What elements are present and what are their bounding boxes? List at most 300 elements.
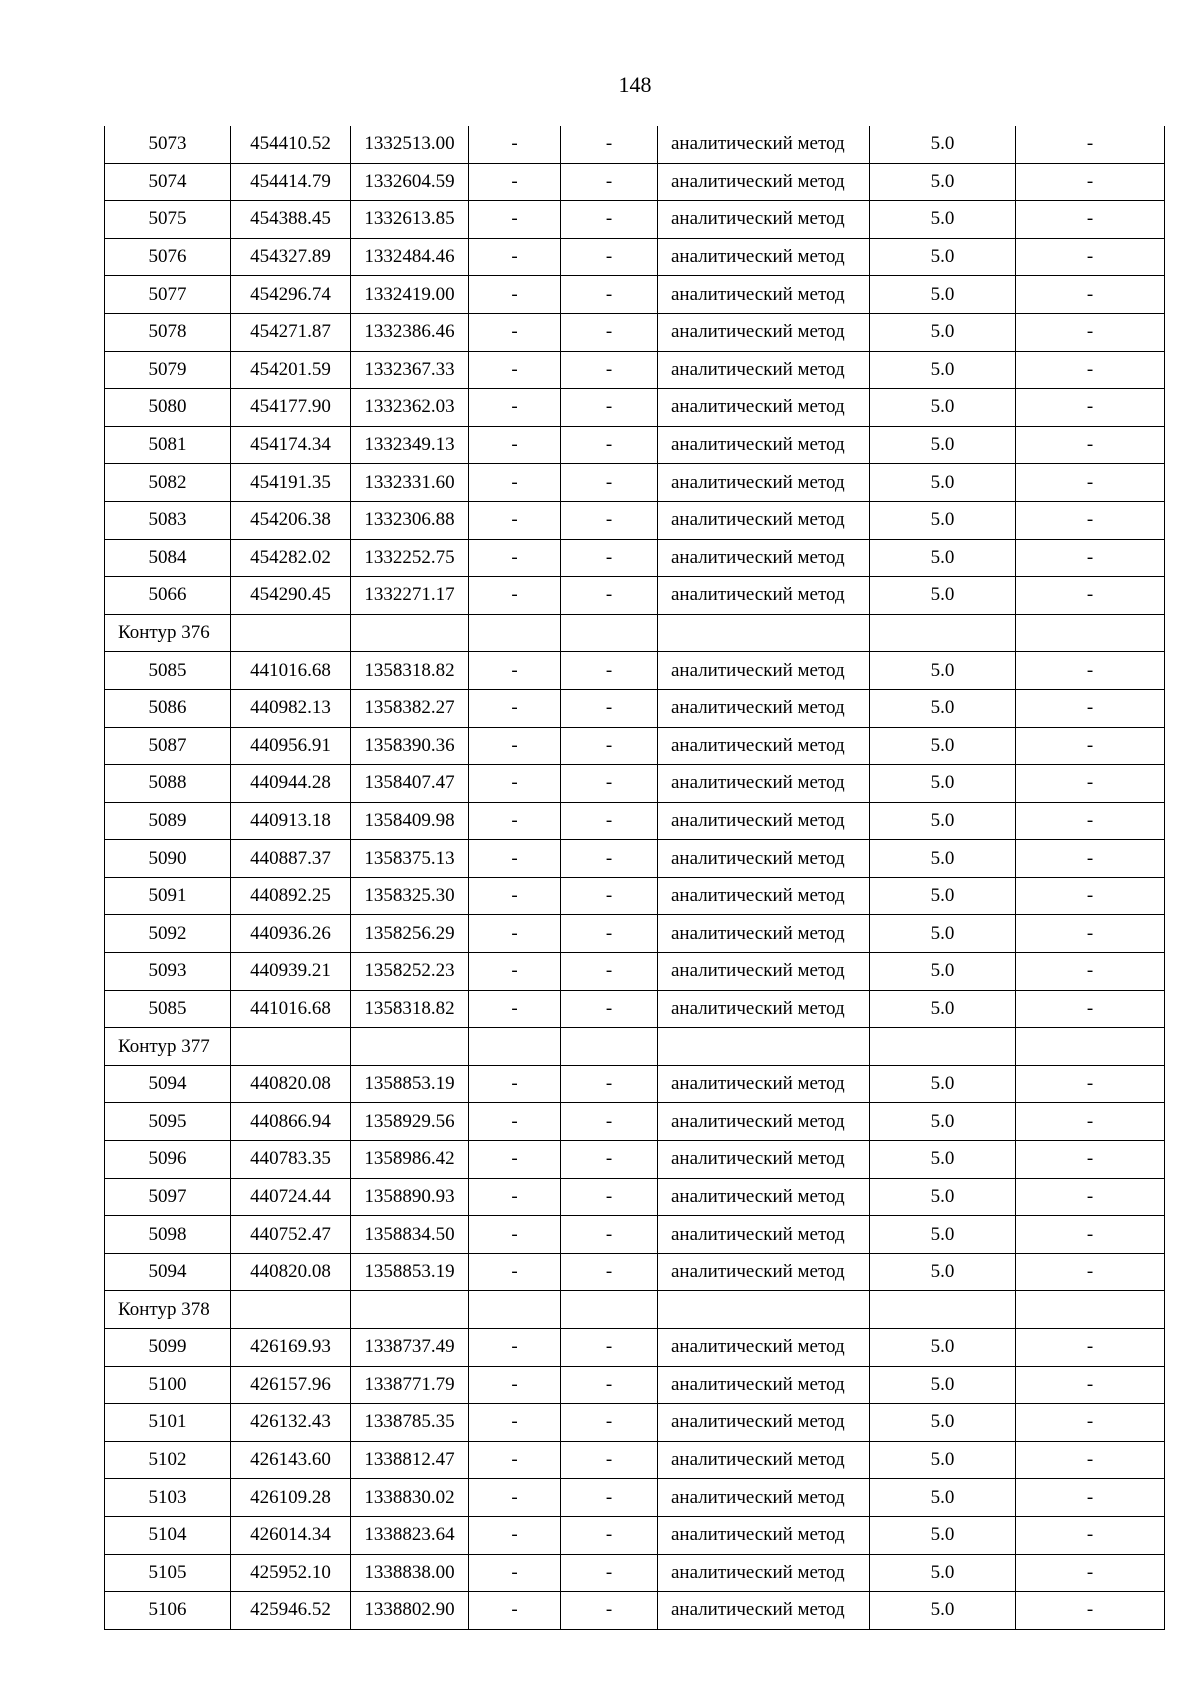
column-8-cell: -: [1016, 840, 1165, 878]
point-id-cell: 5074: [105, 163, 231, 201]
point-id-cell: 5093: [105, 953, 231, 991]
point-id-cell: 5080: [105, 389, 231, 427]
column-8-cell: -: [1016, 1554, 1165, 1592]
x-coordinate-cell: 441016.68: [231, 652, 351, 690]
column-4-cell: -: [469, 915, 561, 953]
point-id-cell: 5081: [105, 426, 231, 464]
method-cell: аналитический метод: [658, 652, 870, 690]
column-8-cell: -: [1016, 1329, 1165, 1367]
empty-cell: [351, 1028, 469, 1066]
accuracy-cell: 5.0: [870, 1103, 1016, 1141]
x-coordinate-cell: 454201.59: [231, 351, 351, 389]
accuracy-cell: 5.0: [870, 389, 1016, 427]
column-4-cell: -: [469, 877, 561, 915]
accuracy-cell: 5.0: [870, 1216, 1016, 1254]
accuracy-cell: 5.0: [870, 1178, 1016, 1216]
point-id-cell: 5085: [105, 990, 231, 1028]
table-row: [105, 1441, 1165, 1479]
table-row: [105, 953, 1165, 991]
x-coordinate-cell: 454177.90: [231, 389, 351, 427]
table-row: [105, 1065, 1165, 1103]
table-row: [105, 802, 1165, 840]
x-coordinate-cell: 454410.52: [231, 126, 351, 163]
x-coordinate-cell: 440887.37: [231, 840, 351, 878]
table-row: [105, 1592, 1165, 1630]
table-row: [105, 877, 1165, 915]
column-5-cell: -: [561, 1253, 658, 1291]
empty-cell: [231, 1028, 351, 1066]
method-cell: аналитический метод: [658, 1516, 870, 1554]
x-coordinate-cell: 440783.35: [231, 1141, 351, 1179]
point-id-cell: 5073: [105, 126, 231, 163]
accuracy-cell: 5.0: [870, 464, 1016, 502]
column-8-cell: -: [1016, 1366, 1165, 1404]
point-id-cell: 5099: [105, 1329, 231, 1367]
column-4-cell: -: [469, 238, 561, 276]
x-coordinate-cell: 440913.18: [231, 802, 351, 840]
column-8-cell: -: [1016, 389, 1165, 427]
column-8-cell: -: [1016, 990, 1165, 1028]
method-cell: аналитический метод: [658, 426, 870, 464]
method-cell: аналитический метод: [658, 276, 870, 314]
column-8-cell: -: [1016, 877, 1165, 915]
column-8-cell: -: [1016, 1479, 1165, 1517]
empty-cell: [1016, 1291, 1165, 1329]
y-coordinate-cell: 1332331.60: [351, 464, 469, 502]
y-coordinate-cell: 1338812.47: [351, 1441, 469, 1479]
column-5-cell: -: [561, 276, 658, 314]
column-4-cell: -: [469, 126, 561, 163]
column-5-cell: -: [561, 727, 658, 765]
y-coordinate-cell: 1332367.33: [351, 351, 469, 389]
x-coordinate-cell: 440752.47: [231, 1216, 351, 1254]
section-row: [105, 614, 1165, 652]
x-coordinate-cell: 454414.79: [231, 163, 351, 201]
column-8-cell: -: [1016, 426, 1165, 464]
y-coordinate-cell: 1332386.46: [351, 313, 469, 351]
column-8-cell: -: [1016, 1253, 1165, 1291]
column-5-cell: -: [561, 313, 658, 351]
point-id-cell: 5082: [105, 464, 231, 502]
empty-cell: [658, 1291, 870, 1329]
y-coordinate-cell: 1358318.82: [351, 990, 469, 1028]
method-cell: аналитический метод: [658, 1554, 870, 1592]
accuracy-cell: 5.0: [870, 727, 1016, 765]
table-row: [105, 765, 1165, 803]
empty-cell: [870, 1028, 1016, 1066]
method-cell: аналитический метод: [658, 1366, 870, 1404]
x-coordinate-cell: 440939.21: [231, 953, 351, 991]
column-4-cell: -: [469, 1441, 561, 1479]
y-coordinate-cell: 1338830.02: [351, 1479, 469, 1517]
column-5-cell: -: [561, 652, 658, 690]
coordinates-table: [104, 126, 1165, 1630]
column-4-cell: -: [469, 276, 561, 314]
y-coordinate-cell: 1358252.23: [351, 953, 469, 991]
accuracy-cell: 5.0: [870, 1592, 1016, 1630]
y-coordinate-cell: 1332362.03: [351, 389, 469, 427]
x-coordinate-cell: 440820.08: [231, 1065, 351, 1103]
x-coordinate-cell: 426157.96: [231, 1366, 351, 1404]
point-id-cell: 5084: [105, 539, 231, 577]
method-cell: аналитический метод: [658, 1178, 870, 1216]
point-id-cell: 5096: [105, 1141, 231, 1179]
y-coordinate-cell: 1358929.56: [351, 1103, 469, 1141]
y-coordinate-cell: 1358390.36: [351, 727, 469, 765]
empty-cell: [231, 1291, 351, 1329]
x-coordinate-cell: 440724.44: [231, 1178, 351, 1216]
column-5-cell: -: [561, 1216, 658, 1254]
method-cell: аналитический метод: [658, 727, 870, 765]
column-5-cell: -: [561, 689, 658, 727]
column-5-cell: -: [561, 1404, 658, 1442]
contour-label: Контур 378: [105, 1291, 231, 1329]
method-cell: аналитический метод: [658, 238, 870, 276]
accuracy-cell: 5.0: [870, 201, 1016, 239]
y-coordinate-cell: 1358407.47: [351, 765, 469, 803]
column-5-cell: -: [561, 990, 658, 1028]
y-coordinate-cell: 1332484.46: [351, 238, 469, 276]
column-4-cell: -: [469, 201, 561, 239]
y-coordinate-cell: 1332349.13: [351, 426, 469, 464]
column-8-cell: -: [1016, 201, 1165, 239]
table-row: [105, 1253, 1165, 1291]
y-coordinate-cell: 1332252.75: [351, 539, 469, 577]
x-coordinate-cell: 454206.38: [231, 501, 351, 539]
column-8-cell: -: [1016, 163, 1165, 201]
point-id-cell: 5105: [105, 1554, 231, 1592]
accuracy-cell: 5.0: [870, 426, 1016, 464]
table-row: [105, 1366, 1165, 1404]
table-row: [105, 351, 1165, 389]
method-cell: аналитический метод: [658, 577, 870, 615]
point-id-cell: 5075: [105, 201, 231, 239]
method-cell: аналитический метод: [658, 689, 870, 727]
x-coordinate-cell: 426143.60: [231, 1441, 351, 1479]
column-8-cell: -: [1016, 1404, 1165, 1442]
column-8-cell: -: [1016, 464, 1165, 502]
point-id-cell: 5086: [105, 689, 231, 727]
column-5-cell: -: [561, 464, 658, 502]
y-coordinate-cell: 1358890.93: [351, 1178, 469, 1216]
accuracy-cell: 5.0: [870, 501, 1016, 539]
x-coordinate-cell: 454327.89: [231, 238, 351, 276]
column-8-cell: -: [1016, 652, 1165, 690]
point-id-cell: 5066: [105, 577, 231, 615]
point-id-cell: 5091: [105, 877, 231, 915]
point-id-cell: 5100: [105, 1366, 231, 1404]
table-row: [105, 915, 1165, 953]
column-5-cell: -: [561, 840, 658, 878]
empty-cell: [561, 614, 658, 652]
column-8-cell: -: [1016, 539, 1165, 577]
table-row: [105, 1554, 1165, 1592]
y-coordinate-cell: 1332419.00: [351, 276, 469, 314]
empty-cell: [1016, 614, 1165, 652]
accuracy-cell: 5.0: [870, 1253, 1016, 1291]
point-id-cell: 5092: [105, 915, 231, 953]
y-coordinate-cell: 1332271.17: [351, 577, 469, 615]
y-coordinate-cell: 1332513.00: [351, 126, 469, 163]
point-id-cell: 5102: [105, 1441, 231, 1479]
column-8-cell: -: [1016, 727, 1165, 765]
y-coordinate-cell: 1358256.29: [351, 915, 469, 953]
y-coordinate-cell: 1332306.88: [351, 501, 469, 539]
accuracy-cell: 5.0: [870, 1479, 1016, 1517]
accuracy-cell: 5.0: [870, 126, 1016, 163]
table-row: [105, 163, 1165, 201]
column-5-cell: -: [561, 1592, 658, 1630]
column-8-cell: -: [1016, 802, 1165, 840]
empty-cell: [1016, 1028, 1165, 1066]
accuracy-cell: 5.0: [870, 313, 1016, 351]
x-coordinate-cell: 425946.52: [231, 1592, 351, 1630]
accuracy-cell: 5.0: [870, 1065, 1016, 1103]
point-id-cell: 5098: [105, 1216, 231, 1254]
column-4-cell: -: [469, 1065, 561, 1103]
table-row: [105, 990, 1165, 1028]
column-8-cell: -: [1016, 1065, 1165, 1103]
column-4-cell: -: [469, 1216, 561, 1254]
method-cell: аналитический метод: [658, 1103, 870, 1141]
column-5-cell: -: [561, 238, 658, 276]
point-id-cell: 5083: [105, 501, 231, 539]
x-coordinate-cell: 440944.28: [231, 765, 351, 803]
column-8-cell: -: [1016, 1441, 1165, 1479]
method-cell: аналитический метод: [658, 501, 870, 539]
column-5-cell: -: [561, 351, 658, 389]
method-cell: аналитический метод: [658, 201, 870, 239]
column-5-cell: -: [561, 953, 658, 991]
x-coordinate-cell: 454290.45: [231, 577, 351, 615]
method-cell: аналитический метод: [658, 1404, 870, 1442]
table-row: [105, 1516, 1165, 1554]
table-row: [105, 689, 1165, 727]
column-5-cell: -: [561, 163, 658, 201]
empty-cell: [870, 614, 1016, 652]
point-id-cell: 5094: [105, 1253, 231, 1291]
accuracy-cell: 5.0: [870, 689, 1016, 727]
column-4-cell: -: [469, 1554, 561, 1592]
column-4-cell: -: [469, 389, 561, 427]
y-coordinate-cell: 1332604.59: [351, 163, 469, 201]
point-id-cell: 5078: [105, 313, 231, 351]
accuracy-cell: 5.0: [870, 765, 1016, 803]
empty-cell: [870, 1291, 1016, 1329]
method-cell: аналитический метод: [658, 1441, 870, 1479]
table-row: [105, 201, 1165, 239]
column-5-cell: -: [561, 1366, 658, 1404]
column-8-cell: -: [1016, 765, 1165, 803]
column-8-cell: -: [1016, 1516, 1165, 1554]
accuracy-cell: 5.0: [870, 1554, 1016, 1592]
column-5-cell: -: [561, 1103, 658, 1141]
column-4-cell: -: [469, 689, 561, 727]
column-8-cell: -: [1016, 501, 1165, 539]
column-4-cell: -: [469, 1516, 561, 1554]
column-5-cell: -: [561, 1141, 658, 1179]
point-id-cell: 5088: [105, 765, 231, 803]
accuracy-cell: 5.0: [870, 1366, 1016, 1404]
accuracy-cell: 5.0: [870, 1404, 1016, 1442]
empty-cell: [469, 614, 561, 652]
table-row: [105, 426, 1165, 464]
table-row: [105, 238, 1165, 276]
x-coordinate-cell: 440982.13: [231, 689, 351, 727]
empty-cell: [561, 1291, 658, 1329]
point-id-cell: 5076: [105, 238, 231, 276]
table-row: [105, 389, 1165, 427]
accuracy-cell: 5.0: [870, 1441, 1016, 1479]
accuracy-cell: 5.0: [870, 915, 1016, 953]
column-8-cell: -: [1016, 1216, 1165, 1254]
column-5-cell: -: [561, 1554, 658, 1592]
section-row: [105, 1291, 1165, 1329]
point-id-cell: 5077: [105, 276, 231, 314]
y-coordinate-cell: 1338802.90: [351, 1592, 469, 1630]
column-4-cell: -: [469, 802, 561, 840]
x-coordinate-cell: 426169.93: [231, 1329, 351, 1367]
y-coordinate-cell: 1358382.27: [351, 689, 469, 727]
column-5-cell: -: [561, 915, 658, 953]
column-8-cell: -: [1016, 313, 1165, 351]
point-id-cell: 5104: [105, 1516, 231, 1554]
table-row: [105, 652, 1165, 690]
method-cell: аналитический метод: [658, 1592, 870, 1630]
empty-cell: [561, 1028, 658, 1066]
method-cell: аналитический метод: [658, 840, 870, 878]
accuracy-cell: 5.0: [870, 990, 1016, 1028]
table-row: [105, 276, 1165, 314]
accuracy-cell: 5.0: [870, 652, 1016, 690]
table-row: [105, 1404, 1165, 1442]
table-row: [105, 577, 1165, 615]
column-4-cell: -: [469, 1479, 561, 1517]
y-coordinate-cell: 1338771.79: [351, 1366, 469, 1404]
column-4-cell: -: [469, 1329, 561, 1367]
table-body: [105, 126, 1165, 1629]
empty-cell: [351, 614, 469, 652]
column-8-cell: -: [1016, 276, 1165, 314]
column-4-cell: -: [469, 765, 561, 803]
method-cell: аналитический метод: [658, 802, 870, 840]
table-row: [105, 1141, 1165, 1179]
method-cell: аналитический метод: [658, 163, 870, 201]
x-coordinate-cell: 454174.34: [231, 426, 351, 464]
table-row: [105, 1479, 1165, 1517]
table-row: [105, 1329, 1165, 1367]
point-id-cell: 5087: [105, 727, 231, 765]
column-5-cell: -: [561, 201, 658, 239]
column-4-cell: -: [469, 1592, 561, 1630]
method-cell: аналитический метод: [658, 1253, 870, 1291]
column-8-cell: -: [1016, 351, 1165, 389]
method-cell: аналитический метод: [658, 313, 870, 351]
table-row: [105, 1178, 1165, 1216]
column-5-cell: -: [561, 1329, 658, 1367]
y-coordinate-cell: 1358986.42: [351, 1141, 469, 1179]
column-4-cell: -: [469, 539, 561, 577]
x-coordinate-cell: 426132.43: [231, 1404, 351, 1442]
column-4-cell: -: [469, 313, 561, 351]
point-id-cell: 5095: [105, 1103, 231, 1141]
empty-cell: [231, 614, 351, 652]
table-row: [105, 501, 1165, 539]
method-cell: аналитический метод: [658, 765, 870, 803]
column-5-cell: -: [561, 1441, 658, 1479]
column-5-cell: -: [561, 539, 658, 577]
accuracy-cell: 5.0: [870, 953, 1016, 991]
column-4-cell: -: [469, 1103, 561, 1141]
column-8-cell: -: [1016, 689, 1165, 727]
column-5-cell: -: [561, 501, 658, 539]
table-row: [105, 727, 1165, 765]
x-coordinate-cell: 426109.28: [231, 1479, 351, 1517]
accuracy-cell: 5.0: [870, 840, 1016, 878]
table-row: [105, 1103, 1165, 1141]
y-coordinate-cell: 1332613.85: [351, 201, 469, 239]
page-number: 148: [618, 72, 652, 97]
column-5-cell: -: [561, 389, 658, 427]
y-coordinate-cell: 1358834.50: [351, 1216, 469, 1254]
column-8-cell: -: [1016, 126, 1165, 163]
x-coordinate-cell: 441016.68: [231, 990, 351, 1028]
x-coordinate-cell: 454282.02: [231, 539, 351, 577]
y-coordinate-cell: 1358318.82: [351, 652, 469, 690]
y-coordinate-cell: 1338737.49: [351, 1329, 469, 1367]
table-row: [105, 313, 1165, 351]
x-coordinate-cell: 440820.08: [231, 1253, 351, 1291]
column-8-cell: -: [1016, 577, 1165, 615]
method-cell: аналитический метод: [658, 915, 870, 953]
contour-label: Контур 376: [105, 614, 231, 652]
column-4-cell: -: [469, 652, 561, 690]
column-4-cell: -: [469, 577, 561, 615]
x-coordinate-cell: 425952.10: [231, 1554, 351, 1592]
method-cell: аналитический метод: [658, 1065, 870, 1103]
column-5-cell: -: [561, 426, 658, 464]
point-id-cell: 5089: [105, 802, 231, 840]
empty-cell: [469, 1028, 561, 1066]
y-coordinate-cell: 1338838.00: [351, 1554, 469, 1592]
column-4-cell: -: [469, 953, 561, 991]
column-5-cell: -: [561, 577, 658, 615]
column-4-cell: -: [469, 1141, 561, 1179]
empty-cell: [658, 1028, 870, 1066]
column-5-cell: -: [561, 1516, 658, 1554]
column-8-cell: -: [1016, 953, 1165, 991]
method-cell: аналитический метод: [658, 1479, 870, 1517]
y-coordinate-cell: 1358853.19: [351, 1065, 469, 1103]
x-coordinate-cell: 454296.74: [231, 276, 351, 314]
column-4-cell: -: [469, 1178, 561, 1216]
method-cell: аналитический метод: [658, 1329, 870, 1367]
point-id-cell: 5097: [105, 1178, 231, 1216]
point-id-cell: 5101: [105, 1404, 231, 1442]
column-4-cell: -: [469, 501, 561, 539]
column-5-cell: -: [561, 1479, 658, 1517]
column-4-cell: -: [469, 464, 561, 502]
method-cell: аналитический метод: [658, 1216, 870, 1254]
method-cell: аналитический метод: [658, 953, 870, 991]
method-cell: аналитический метод: [658, 464, 870, 502]
column-5-cell: -: [561, 1065, 658, 1103]
column-8-cell: -: [1016, 1103, 1165, 1141]
y-coordinate-cell: 1358375.13: [351, 840, 469, 878]
empty-cell: [658, 614, 870, 652]
method-cell: аналитический метод: [658, 990, 870, 1028]
point-id-cell: 5103: [105, 1479, 231, 1517]
